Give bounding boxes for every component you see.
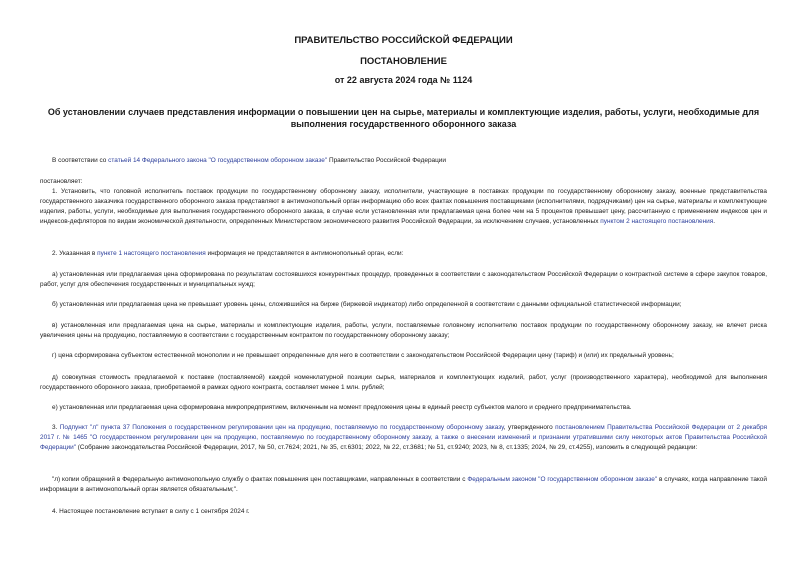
paragraph-3-pre: 3. <box>52 424 60 431</box>
intro-text-post: Правительство Российской Федерации <box>327 157 447 164</box>
paragraph-1-reference-link[interactable]: пункте 1 настоящего постановления <box>97 250 206 257</box>
government-heading: ПРАВИТЕЛЬСТВО РОССИЙСКОЙ ФЕДЕРАЦИИ <box>294 35 513 46</box>
document-title-line-1: Об установлении случаев представления информации о повышении цен на сырье, материалы и комплектующие изделия, работы, услуги, необходимые для <box>47 107 760 117</box>
quote-post: в случаях, когда направление такой информации в антимонопольный орган является обязательным;". <box>40 476 767 493</box>
intro-paragraph <box>40 156 767 166</box>
paragraph-3-post: (Собрание законодательства Российской Федерации, 2017, № 50, ст.7624; 2021, № 35, ст.6301; 2022, № 22, ст.3681; № 51, ст.9240; 2023, № 8, ст.1335; 2024, № 29, ст.4255), изложить в следующей редакции: <box>76 444 698 451</box>
law-article-14-link[interactable]: статьей 14 Федерального закона "О государственном оборонном заказе" <box>108 157 328 164</box>
document-title <box>30 106 777 130</box>
paragraph-2 <box>40 249 767 259</box>
item-a: а) установленная или предлагаемая цена сформирована по результатам состоявшихся конкурентных процедур, проведенных в соответствии с законодательством Российской Федерации о контрактной системе в сфере закупок товаров, работ, услуг для обеспечения государственных и муниципальных нужд; <box>40 271 767 288</box>
item-e: е) установленная или предлагаемая цена сформирована микропредприятием, включенным на момент предложения цены в единый реестр субъектов малого и среднего предпринимательства. <box>52 404 632 411</box>
paragraph-3 <box>40 423 767 453</box>
document-type-heading: ПОСТАНОВЛЕНИЕ <box>360 56 447 67</box>
paragraph-3-mid: , утвержденного <box>503 424 556 431</box>
quote-pre: "л) копии обращений в Федеральную антимонопольную службу о фактах повышения цен поставщиками, направленных в соответствии с <box>52 476 468 483</box>
federal-law-link[interactable]: Федеральным законом "О государственном оборонном заказе" <box>467 476 658 483</box>
paragraph-1-end: . <box>713 218 716 225</box>
paragraph-2-pre: 2. Указанная в <box>52 250 98 257</box>
paragraph-1 <box>40 187 767 227</box>
item-g: г) цена сформирована субъектом естественной монополии и не превышает определенные для него в соответствии с законодательством Российской Федерации цену (тариф) и (или) их предельный уровень; <box>52 352 674 359</box>
paragraph-1-text: 1. Установить, что головной исполнитель поставок продукции по государственному оборонному заказу, исполнители, участвующие в поставках продукции по государственному оборонному заказу, военные представительства государственного заказчика государственного оборонного заказа представляют в антимонопольный орган информацию обо всех фактах повышения поставщиками (исполнителями, подрядчиками) цен на сырье, материалы и комплектующие изделия, работы, услуги, необходимые для выполнения государственного оборонного заказа, в случае если установленная или предлагаемая цена более чем на 5 процентов превышает цену, рассчитанную с применением индексов цен и индексов-дефляторов по видам экономической деятельности, определенных Министерством экономического развития Российской Федерации, за исключением случаев, установленных <box>40 188 767 225</box>
resolves-line: постановляет: <box>40 178 83 185</box>
paragraph-2-post: информация не представляется в антимонопольный орган, если: <box>205 250 404 257</box>
regulation-37l-link[interactable]: Подпункт "л" пункта 37 Положения о государственном регулировании цен на продукцию, поставляемую по государственному оборонному заказу <box>59 424 504 431</box>
document-title-line-2: выполнения государственного оборонного заказа <box>290 119 517 129</box>
item-d: д) совокупная стоимость предлагаемой к поставке (поставляемой) каждой номенклатурной позиции сырья, материалов и комплектующих изделий, работ, услуг (производственного характера), необходимой для выполнения государственного оборонного заказа, приобретаемой в рамках одного контракта, составляет менее 1 млн. рублей; <box>40 374 767 391</box>
paragraph-2-reference-link[interactable]: пунктом 2 настоящего постановления <box>600 218 714 225</box>
item-b: б) установленная или предлагаемая цена не превышает уровень цены, сложившийся на бирже (биржевой индикатор) либо определенной в соответствии с данными официальной статистической информации; <box>52 301 682 308</box>
item-v: в) установленная или предлагаемая цена на сырье, материалы и комплектующие изделия, работы, услуги, поставляемые головному исполнителю поставок продукции по государственному оборонному заказу, не влечет риска увеличения цены на продукцию, поставляемую в соответствии с государственным контрактом по государственному оборонному заказу; <box>40 322 767 339</box>
intro-text-pre: В соответствии со <box>52 157 109 164</box>
document-date-number: от 22 августа 2024 года № 1124 <box>334 75 473 85</box>
quoted-amendment <box>40 475 767 495</box>
resolution-1465-link[interactable]: постановлением Правительства Российской Федерации от 2 декабря 2017 г. № 1465 "О государственном регулировании цен на продукцию, поставляемую по государственному оборонному заказу, а также о внесении изменений и признании утратившими силу некоторых актов Правительства Российской Федерации" <box>40 424 767 451</box>
paragraph-4: 4. Настоящее постановление вступает в силу с 1 сентября 2024 г. <box>52 508 250 515</box>
